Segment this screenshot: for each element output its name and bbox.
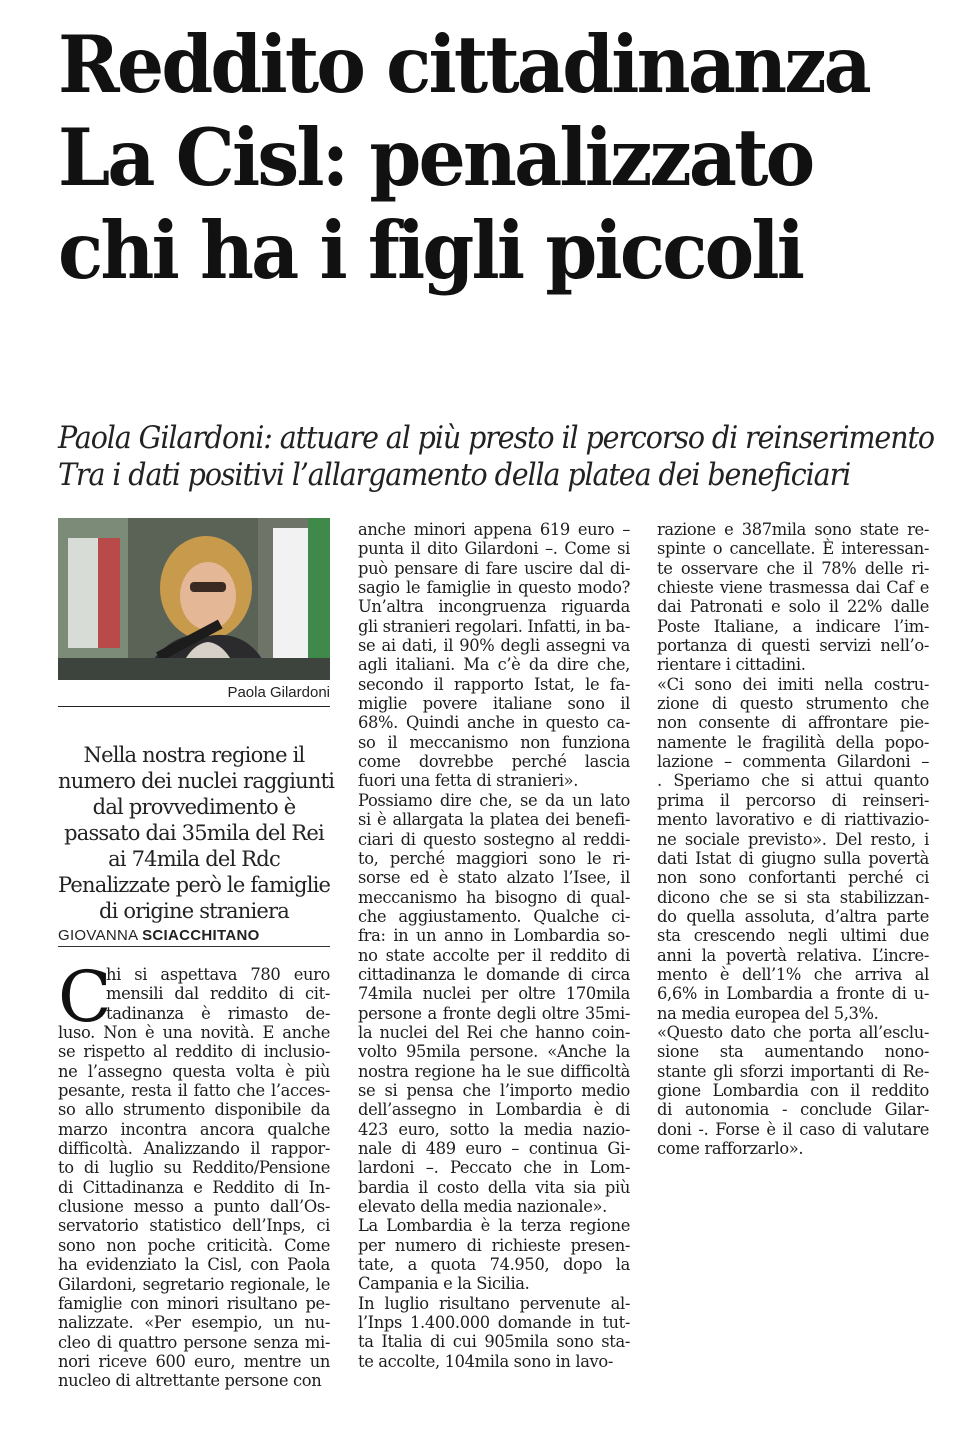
- body-text-line: portanza di questi servizi nell’o-: [657, 636, 929, 656]
- body-text-line: Un’altra incongruenza riguarda: [358, 597, 630, 617]
- body-text-line: fuori una fetta di stranieri».: [358, 771, 579, 791]
- body-text-line: mento è dell’1% che arriva al: [657, 964, 929, 984]
- headline: [58, 18, 904, 297]
- article-column-3: [657, 520, 929, 1158]
- body-text-line: meccanismo ha bisogno di qual-: [358, 887, 630, 907]
- body-text-line: nale di 489 euro – continua Gi-: [358, 1139, 630, 1158]
- body-text-line: te accolte, 104mila sono in lavo-: [358, 1351, 614, 1371]
- body-text-line: no state accolte per il reddito di: [358, 945, 630, 965]
- body-text-line: volto 95mila persone. «Anche la: [358, 1042, 630, 1062]
- body-text-line: dell’assegno in Lombardia è di: [358, 1100, 630, 1120]
- photo-caption: Paola Gilardoni: [227, 684, 330, 701]
- summary-line: dal provvedimento è: [92, 795, 296, 819]
- summary-line: Nella nostra regione il: [83, 743, 305, 767]
- article-photo: [58, 518, 330, 680]
- body-text-line: l’Inps 1.400.000 domande in tut-: [358, 1313, 630, 1333]
- body-text-line: per numero di richieste presen-: [358, 1235, 630, 1255]
- body-text-line: gli stranieri regolari. Infatti, in ba-: [358, 616, 630, 636]
- body-text-line: 6,6% in Lombardia a fronte di u-: [657, 984, 929, 1004]
- body-text-line: nori riceve 600 euro, mentre un: [58, 1351, 330, 1371]
- body-text-line: . Speriamo che si attui quanto: [657, 771, 929, 791]
- article-column-2: [358, 520, 630, 1371]
- body-text-line: La Lombardia è la terza regione: [358, 1216, 630, 1236]
- body-text-line: marzo incontra ancora qualche: [58, 1119, 330, 1139]
- body-text-line: hi si aspettava 780 euro: [106, 965, 330, 984]
- body-text-line: doni -. Forse è il caso di valutare: [657, 1119, 929, 1139]
- body-text-line: Poste Italiane, a indicare l’im-: [657, 616, 929, 636]
- body-text-line: cittadinanza le domande di circa: [358, 964, 630, 984]
- body-text-line: do quella assoluta, d’altra parte: [657, 906, 929, 926]
- body-text-line: dai Patronati e solo il 22% dalle: [657, 597, 929, 617]
- body-text-line: elevato della media nazionale».: [358, 1197, 607, 1217]
- body-text-line: na media europea del 5,3%.: [657, 1003, 879, 1023]
- byline-last-name: SCIACCHITANO: [142, 927, 260, 944]
- body-text-line: chieste viene trasmessa dai Caf e: [657, 578, 929, 598]
- body-text-line: luso. Non è una novità. E anche: [58, 1023, 330, 1043]
- body-text-line: fra: in un anno in Lombardia so-: [358, 926, 630, 946]
- body-text-line: tate, a quota 74.950, dopo la: [358, 1255, 630, 1275]
- headline-line: chi ha i figli piccoli: [58, 204, 803, 297]
- body-text-line: di autonomia - conclude Gilar-: [657, 1100, 929, 1120]
- body-text-line: lardoni –. Peccato che in Lom-: [358, 1158, 630, 1178]
- body-text-line: può pensare di fare uscire dal di-: [358, 558, 630, 578]
- byline-first-name: GIOVANNA: [58, 927, 138, 944]
- summary-line: Penalizzate però le famiglie: [58, 873, 331, 897]
- body-text-line: punta il dito Gilardoni –. Come si: [358, 539, 630, 559]
- summary-line: passato dai 35mila del Rei: [64, 821, 324, 845]
- body-text-line: ta Italia di cui 905mila sono sta-: [358, 1332, 630, 1352]
- body-text-line: non consente di affrontare pie-: [657, 713, 929, 733]
- body-text-line: gione Lombardia con il reddito: [657, 1080, 929, 1100]
- body-text-line: nostra regione ha le sue difficoltà: [358, 1061, 630, 1081]
- body-text-line: che aggiustamento. Qualche ci-: [358, 906, 630, 926]
- summary-line: ai 74mila del Rdc: [108, 847, 280, 871]
- subheadline: [58, 420, 934, 494]
- body-text-line: zione di questo strumento che: [657, 694, 929, 714]
- summary-box: [58, 742, 335, 924]
- headline-line: Reddito cittadinanza: [58, 18, 869, 111]
- body-text-line: rientare i cittadini.: [657, 655, 806, 675]
- body-text-line: sta crescendo negli ultimi due: [657, 926, 929, 946]
- subheadline-line: Paola Gilardoni: attuare al più presto il percorso di reinserimento: [58, 420, 934, 456]
- body-text-line: ne l’assegno questa volta è più: [58, 1061, 330, 1081]
- body-text-line: cleo di quattro persone senza mi-: [58, 1332, 330, 1352]
- body-text-line: 423 euro, sotto la media nazio-: [358, 1119, 630, 1139]
- body-text-line: sagio le famiglie in questo modo?: [358, 578, 630, 598]
- subheadline-line: Tra i dati positivi l’allargamento della platea dei beneficiari: [58, 457, 851, 493]
- body-text-line: anni la povertà relativa. L’incre-: [657, 945, 929, 965]
- summary-line: numero dei nuclei raggiunti: [58, 769, 335, 793]
- body-text-line: spinte o cancellate. È interessan-: [657, 539, 929, 559]
- body-text-line: ne sociale previsto». Del resto, i: [657, 829, 929, 849]
- body-text-line: se ai dati, il 90% degli assegni va: [358, 636, 630, 656]
- body-text-line: Campania e la Sicilia.: [358, 1274, 530, 1294]
- body-text-line: dicono che se si sta stabilizzan-: [657, 887, 929, 907]
- body-text-line: ciari di questo sostegno al reddi-: [358, 829, 630, 849]
- body-text-line: come rafforzarlo».: [657, 1139, 804, 1158]
- body-text-line: persone a fronte degli oltre 35mi-: [358, 1003, 630, 1023]
- body-text-line: nucleo di altrettante persone con: [58, 1371, 322, 1391]
- body-text-line: 68%. Quindi anche in questo ca-: [358, 713, 630, 733]
- caption-divider: [58, 706, 330, 707]
- summary-line: di origine straniera: [98, 899, 290, 923]
- body-text-line: 74mila nuclei per oltre 170mila: [358, 984, 630, 1004]
- body-text-line: so il meccanismo non funziona: [358, 732, 630, 752]
- body-text-line: mensili dal reddito di cit-: [106, 984, 330, 1004]
- body-text-line: prima il percorso di reinseri-: [657, 790, 929, 810]
- body-text-line: come dovrebbe perché lascia: [358, 752, 630, 772]
- body-text-line: anche minori appena 619 euro –: [358, 520, 630, 539]
- body-text-line: bardia il costo della vita sia più: [358, 1177, 630, 1197]
- body-text-line: sione sta aumentando nono-: [657, 1042, 929, 1062]
- article-column-1: [58, 965, 330, 1391]
- body-text-line: miglie povere italiane sono il: [358, 694, 630, 714]
- body-text-line: nalizzate. «Per esempio, un nu-: [58, 1313, 330, 1333]
- body-text-line: Gilardoni, segretario regionale, le: [58, 1274, 330, 1294]
- body-text-line: «Questo dato che porta all’esclu-: [657, 1022, 929, 1042]
- body-text-line: dati Istat di giugno sulla povertà: [657, 848, 929, 868]
- body-text-line: lazione – commenta Gilardoni –: [657, 752, 929, 772]
- portrait-image: [58, 518, 330, 680]
- body-text-line: la nuclei del Rei che hanno coin-: [358, 1022, 630, 1042]
- body-text-line: difficoltà. Analizzando il rappor-: [58, 1139, 330, 1159]
- body-text-line: In luglio risultano pervenute al-: [358, 1293, 630, 1313]
- body-text-line: to di luglio su Reddito/Pensione: [58, 1158, 330, 1178]
- body-text-line: razione e 387mila sono state re-: [657, 520, 929, 539]
- body-text-line: famiglie con minori risultano pe-: [58, 1293, 330, 1313]
- body-text-line: pesante, resta il fatto che l’acces-: [58, 1081, 330, 1101]
- headline-line: La Cisl: penalizzato: [58, 111, 813, 204]
- body-text-line: clusione messo a punto dall’Os-: [58, 1197, 330, 1217]
- body-text-line: mento lavorativo e di riattivazio-: [657, 810, 929, 830]
- body-text-line: te osservare che il 78% delle ri-: [657, 558, 929, 578]
- body-text-line: si è allargata la platea dei benefi-: [358, 810, 630, 830]
- body-text-line: «Ci sono dei imiti nella costru-: [657, 674, 929, 694]
- body-text-line: se si pensa che l’importo medio: [358, 1080, 630, 1100]
- body-text-line: sono non poche criticità. Come: [58, 1235, 330, 1255]
- body-text-line: namente le fragilità della popo-: [657, 732, 929, 752]
- body-text-line: non sono confortanti perché ci: [657, 868, 929, 888]
- body-text-line: secondo il rapporto Istat, le fa-: [358, 674, 630, 694]
- body-text-line: sorse ed è stato alzato l’Isee, il: [358, 868, 630, 888]
- body-text-line: so allo strumento disponibile da: [58, 1100, 330, 1120]
- body-text-line: agli italiani. Ma c’è da dire che,: [358, 655, 630, 675]
- byline: [58, 927, 330, 947]
- body-text-line: di Cittadinanza e Reddito di In-: [58, 1177, 330, 1197]
- body-text-line: tadinanza è rimasto de-: [106, 1003, 330, 1023]
- body-text-line: stante gli sforzi importanti di Re-: [657, 1061, 929, 1081]
- body-text-line: se rispetto al reddito di inclusio-: [58, 1042, 330, 1062]
- body-text-line: Possiamo dire che, se da un lato: [358, 790, 630, 810]
- body-text-line: servatorio statistico dell’Inps, ci: [58, 1216, 330, 1236]
- drop-cap: C: [58, 956, 112, 1038]
- body-text-line: to, perché maggiori sono le ri-: [358, 848, 630, 868]
- body-text-line: ha evidenziato la Cisl, con Paola: [58, 1255, 330, 1275]
